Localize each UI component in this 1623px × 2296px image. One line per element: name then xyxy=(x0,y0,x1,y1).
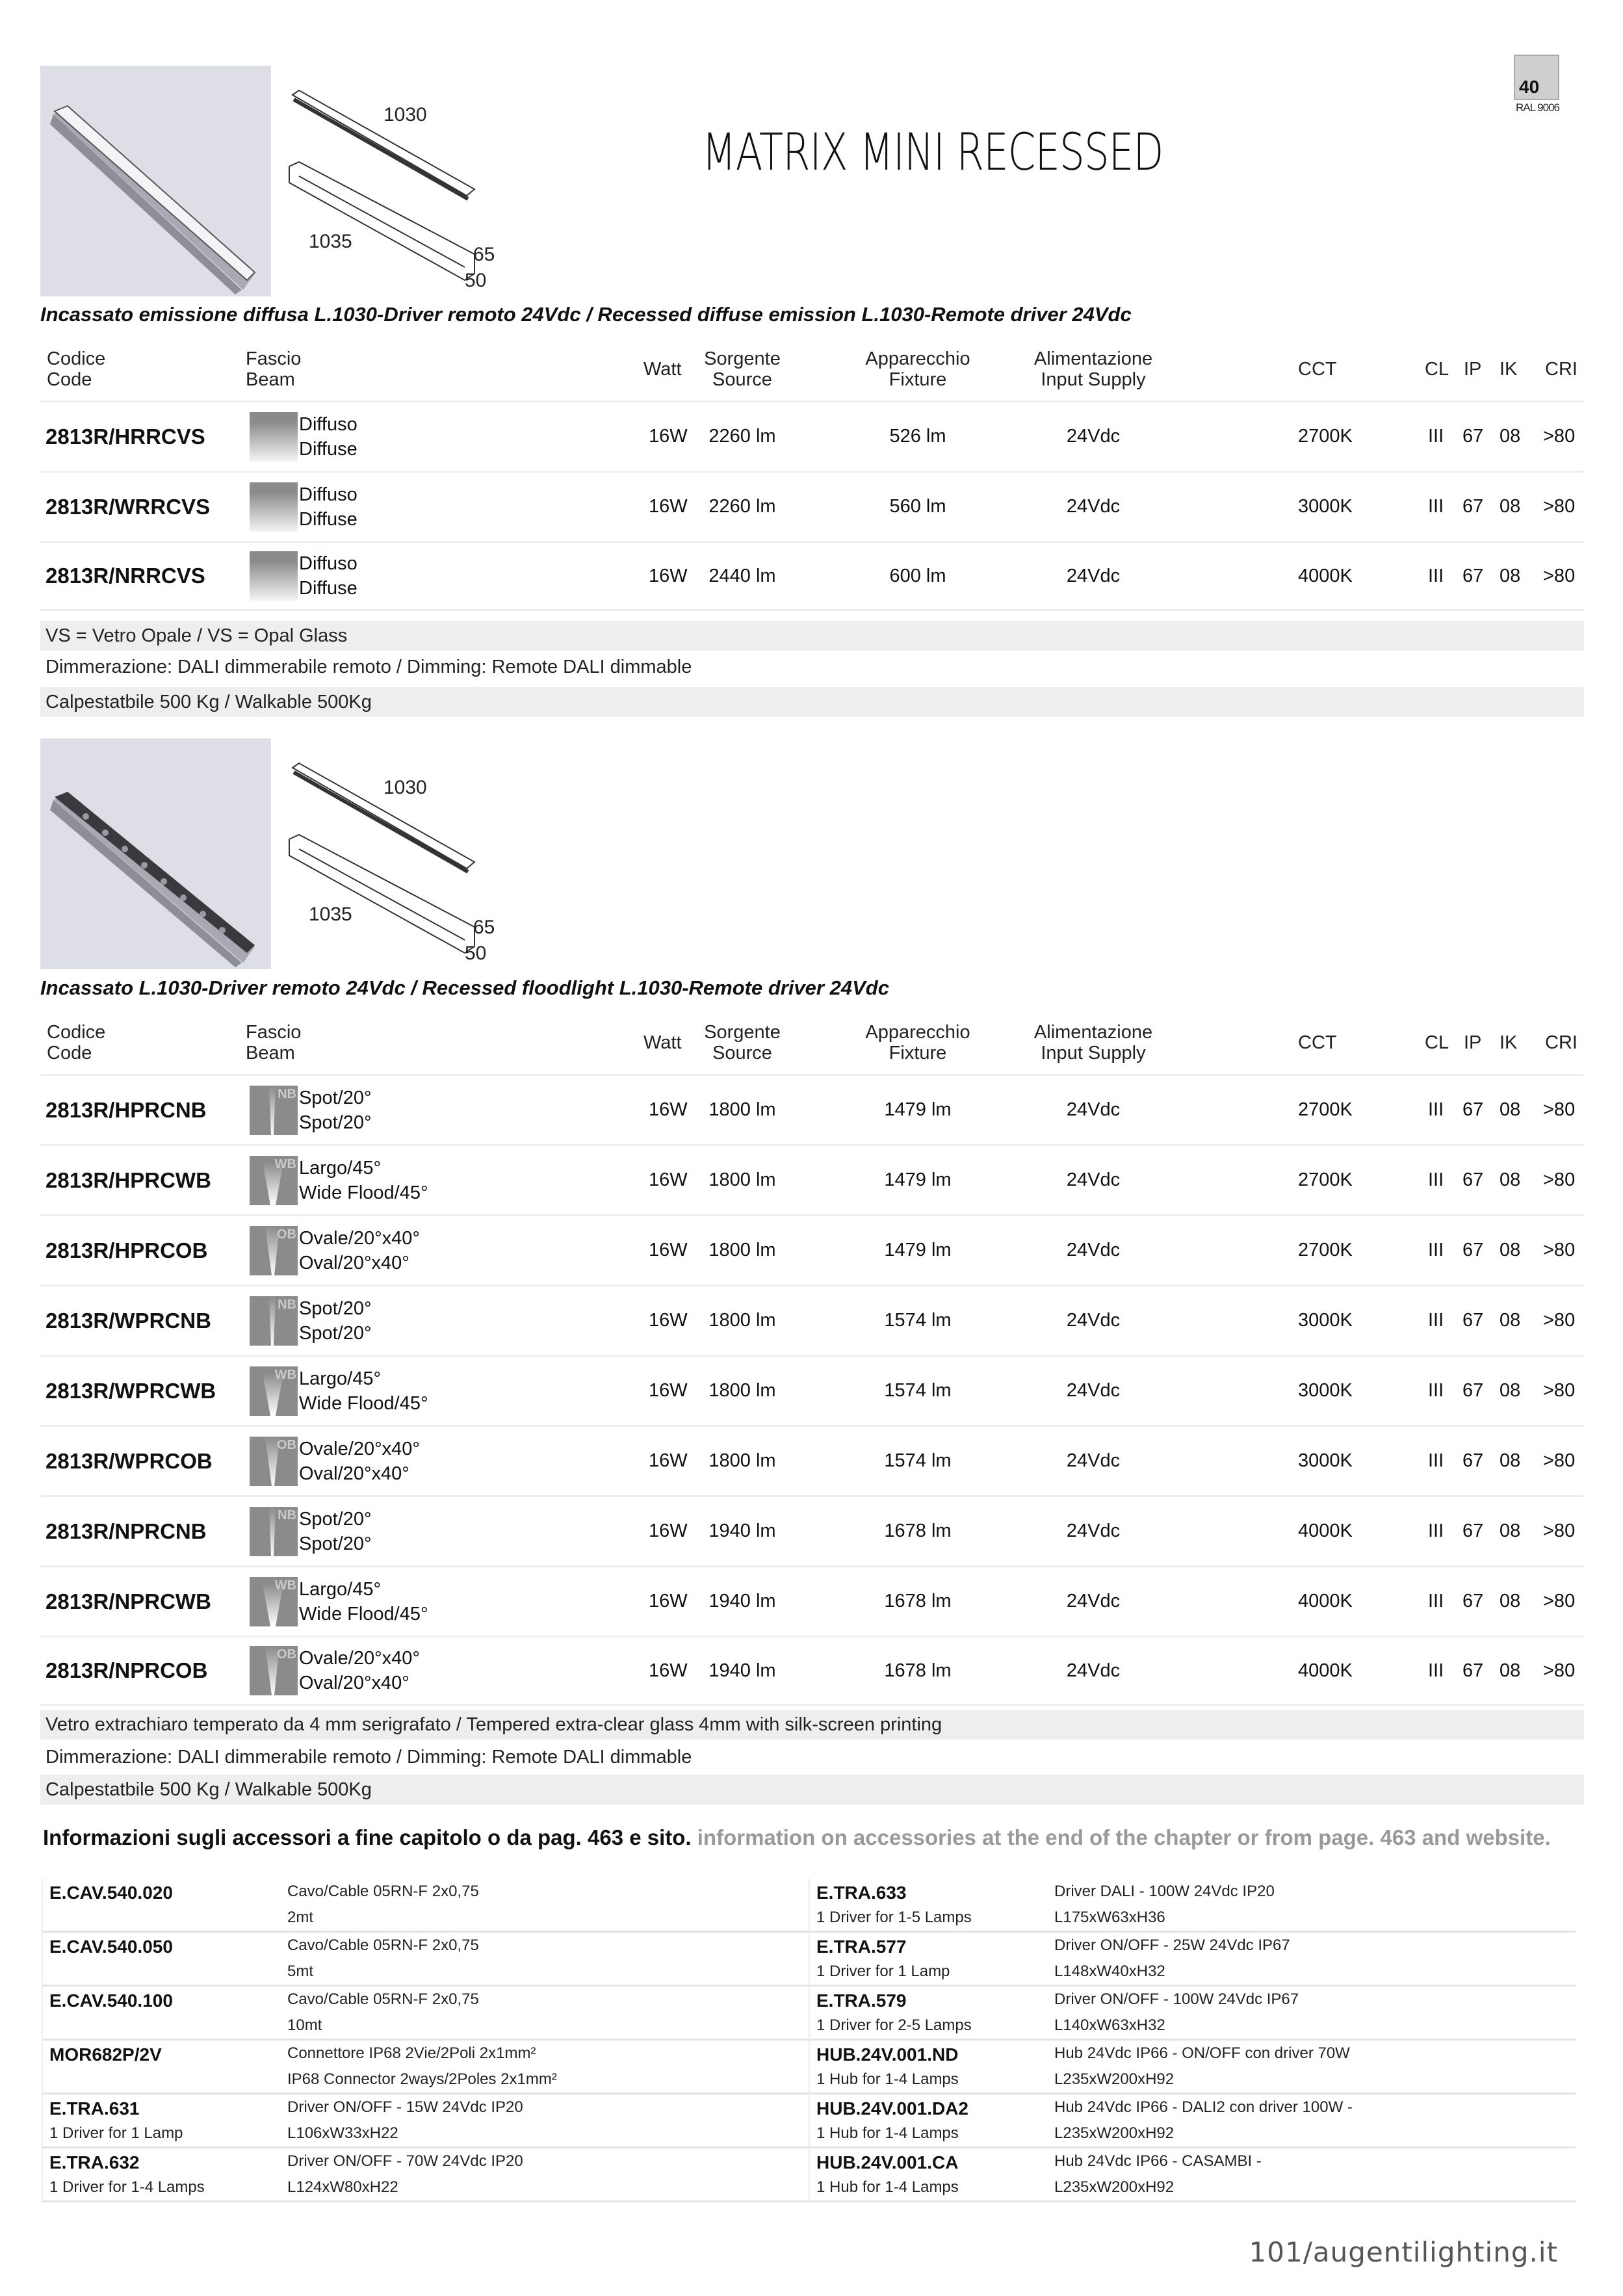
beam-it: Spot/20° xyxy=(299,1508,372,1530)
cri: >80 xyxy=(1543,1310,1576,1331)
accessory-spec: L235xW200xH92 xyxy=(1054,2124,1175,2142)
accessory-spec: L148xW40xH32 xyxy=(1054,1963,1165,1980)
accessory-usage: 1 Hub for 1-4 Lamps xyxy=(816,2070,959,2088)
fixture-lumen: 1678 lm xyxy=(884,1591,952,1611)
accessory-code: E.TRA.579 xyxy=(816,1990,907,2011)
ik-rating: 08 xyxy=(1500,565,1521,586)
ik-rating: 08 xyxy=(1500,496,1521,517)
cri: >80 xyxy=(1543,565,1576,586)
input-supply: 24Vdc xyxy=(1066,1591,1121,1611)
watt: 16W xyxy=(649,1450,688,1471)
accessory-row xyxy=(809,1987,1576,2041)
accessory-row xyxy=(42,1933,809,1987)
beam-en: Spot/20° xyxy=(299,1112,372,1133)
col-code-it: Codice xyxy=(47,1022,106,1043)
table-row xyxy=(40,1074,1584,1144)
col-cl: CL xyxy=(1425,1032,1449,1053)
input-supply: 24Vdc xyxy=(1066,426,1121,447)
accessory-spec: 5mt xyxy=(287,1963,314,1980)
col-supply-en: Input Supply xyxy=(1041,1043,1146,1063)
cct: 2700K xyxy=(1298,1169,1353,1190)
col-ik: IK xyxy=(1500,1032,1518,1053)
beam-tag: OB xyxy=(277,1437,296,1452)
accessory-description: Connettore IP68 2Vie/2Poli 2x1mm² xyxy=(287,2044,536,2062)
beam-wb-icon xyxy=(250,1577,298,1626)
watt: 16W xyxy=(649,1310,688,1331)
fixture-lumen: 560 lm xyxy=(889,496,946,517)
accessory-description: Cavo/Cable 05RN-F 2x0,75 xyxy=(287,1990,479,2008)
cri: >80 xyxy=(1543,1520,1576,1541)
beam-en: Diffuse xyxy=(299,578,357,599)
accessory-code: E.TRA.577 xyxy=(816,1937,907,1957)
fixture-lumen: 1574 lm xyxy=(884,1310,952,1331)
col-source-en: Source xyxy=(712,1043,772,1063)
source-lumen: 1800 lm xyxy=(708,1240,776,1260)
beam-en: Diffuse xyxy=(299,508,357,530)
accessory-usage: 1 Driver for 1-5 Lamps xyxy=(816,1909,972,1926)
accessory-row xyxy=(42,1879,809,1933)
accessory-spec: L140xW63xH32 xyxy=(1054,2016,1165,2034)
table-row xyxy=(40,1285,1584,1355)
watt: 16W xyxy=(649,426,688,447)
accessory-description: Driver ON/OFF - 25W 24Vdc IP67 xyxy=(1054,1937,1290,1954)
beam-diffuse-icon xyxy=(250,482,298,532)
class: III xyxy=(1428,1310,1444,1331)
accessory-code: E.TRA.631 xyxy=(49,2098,140,2119)
fixture-lumen: 1479 lm xyxy=(884,1099,952,1120)
table-row xyxy=(40,471,1584,541)
table-row xyxy=(40,1214,1584,1285)
watt: 16W xyxy=(649,1169,688,1190)
beam-en: Diffuse xyxy=(299,438,357,460)
col-beam-en: Beam xyxy=(246,369,295,390)
beam-it: Largo/45° xyxy=(299,1368,382,1389)
dimension-drawing-1 xyxy=(279,66,507,300)
accessory-spec: IP68 Connector 2ways/2Poles 2x1mm² xyxy=(287,2070,557,2088)
cct: 3000K xyxy=(1298,496,1353,517)
beam-en: Wide Flood/45° xyxy=(299,1392,428,1414)
cri: >80 xyxy=(1543,1099,1576,1120)
beam-nb-icon xyxy=(250,1086,298,1135)
cct: 2700K xyxy=(1298,1099,1353,1120)
ip-rating: 67 xyxy=(1462,565,1484,586)
col-code-it: Codice xyxy=(47,348,106,369)
beam-en: Wide Flood/45° xyxy=(299,1603,428,1624)
ip-rating: 67 xyxy=(1462,1169,1484,1190)
col-supply-it: Alimentazione xyxy=(1033,1022,1153,1043)
beam-it: Largo/45° xyxy=(299,1578,382,1600)
accessory-spec: L235xW200xH92 xyxy=(1054,2178,1175,2196)
beam-it: Spot/20° xyxy=(299,1298,372,1319)
accessory-description: Hub 24Vdc IP66 - ON/OFF con driver 70W xyxy=(1054,2044,1350,2062)
accessory-description: Cavo/Cable 05RN-F 2x0,75 xyxy=(287,1883,479,1900)
fixture-lumen: 1574 lm xyxy=(884,1450,952,1471)
accessory-code: E.CAV.540.020 xyxy=(49,1883,173,1903)
accessory-description: Hub 24Vdc IP66 - DALI2 con driver 100W - xyxy=(1054,2098,1353,2116)
ik-rating: 08 xyxy=(1500,426,1521,447)
watt: 16W xyxy=(649,565,688,586)
ral-code: RAL 9006 xyxy=(1516,101,1559,114)
ip-rating: 67 xyxy=(1462,1310,1484,1331)
source-lumen: 1800 lm xyxy=(708,1099,776,1120)
accessory-row xyxy=(42,1987,809,2041)
col-beam-it: Fascio xyxy=(246,348,302,369)
beam-it: Spot/20° xyxy=(299,1087,372,1108)
watt: 16W xyxy=(649,1099,688,1120)
cri: >80 xyxy=(1543,1169,1576,1190)
accessories-right-column xyxy=(809,1879,1576,2202)
class: III xyxy=(1428,1099,1444,1120)
accessory-spec: 2mt xyxy=(287,1909,314,1926)
col-fixture-it: Apparecchio xyxy=(865,348,970,369)
input-supply: 24Vdc xyxy=(1066,1450,1121,1471)
beam-wb-icon xyxy=(250,1156,298,1205)
col-code-en: Code xyxy=(47,1043,92,1063)
section2-title: Incassato L.1030-Driver remoto 24Vdc / Recessed floodlight L.1030-Remote driver 24Vdc xyxy=(40,976,889,999)
ip-rating: 67 xyxy=(1462,1450,1484,1471)
cct: 2700K xyxy=(1298,1240,1353,1260)
accessory-code: E.CAV.540.050 xyxy=(49,1937,173,1957)
accessories-info-it: Informazioni sugli accessori a fine capitolo o da pag. 463 e sito. xyxy=(43,1825,692,1849)
ik-rating: 08 xyxy=(1500,1660,1521,1681)
accessory-description: Hub 24Vdc IP66 - CASAMBI - xyxy=(1054,2152,1262,2170)
beam-it: Ovale/20°x40° xyxy=(299,1438,421,1459)
beam-en: Wide Flood/45° xyxy=(299,1182,428,1203)
beam-it: Diffuso xyxy=(299,484,357,505)
accessory-spec: 10mt xyxy=(287,2016,322,2034)
section1-title: Incassato emissione diffusa L.1030-Driver remoto 24Vdc / Recessed diffuse emission L.1030-Remote driver 24Vdc xyxy=(40,303,1132,326)
table-row xyxy=(40,1144,1584,1214)
accessory-code: E.TRA.632 xyxy=(49,2152,140,2172)
svg-text:1030: 1030 xyxy=(383,777,427,798)
accessory-code: MOR682P/2V xyxy=(49,2044,162,2065)
accessory-spec: L106xW33xH22 xyxy=(287,2124,398,2142)
table-header xyxy=(40,1018,1584,1074)
ip-rating: 67 xyxy=(1462,426,1484,447)
cct: 4000K xyxy=(1298,565,1353,586)
table-row xyxy=(40,400,1584,471)
source-lumen: 1940 lm xyxy=(708,1660,776,1681)
beam-tag: NB xyxy=(278,1086,296,1101)
fixture-lumen: 526 lm xyxy=(889,426,946,447)
accessory-description: Driver DALI - 100W 24Vdc IP20 xyxy=(1054,1883,1275,1900)
beam-nb-icon xyxy=(250,1296,298,1346)
note-glass: Vetro extrachiaro temperato da 4 mm serigrafato / Tempered extra-clear glass 4mm with silk-screen printing xyxy=(40,1710,1584,1740)
watt: 16W xyxy=(649,496,688,517)
product-table-diffuse xyxy=(40,345,1584,611)
col-code-en: Code xyxy=(47,369,92,390)
cct: 3000K xyxy=(1298,1450,1353,1471)
source-lumen: 2260 lm xyxy=(708,426,776,447)
ip-rating: 67 xyxy=(1462,496,1484,517)
input-supply: 24Vdc xyxy=(1066,1169,1121,1190)
note-walkable: Calpestatbile 500 Kg / Walkable 500Kg xyxy=(40,687,1584,717)
input-supply: 24Vdc xyxy=(1066,565,1121,586)
cri: >80 xyxy=(1543,1450,1576,1471)
product-code: 2813R/NPRCNB xyxy=(45,1519,207,1543)
col-cri: CRI xyxy=(1545,359,1578,380)
col-watt: Watt xyxy=(643,359,682,380)
footer-page-url: 101/augentilighting.it xyxy=(1249,2236,1558,2268)
beam-tag: WB xyxy=(274,1156,296,1171)
ip-rating: 67 xyxy=(1462,1240,1484,1260)
col-ip: IP xyxy=(1464,359,1482,380)
cri: >80 xyxy=(1543,1591,1576,1611)
class: III xyxy=(1428,1520,1444,1541)
col-supply-it: Alimentazione xyxy=(1033,348,1153,369)
beam-it: Diffuso xyxy=(299,413,357,435)
accessory-row xyxy=(809,2041,1576,2094)
watt: 16W xyxy=(649,1660,688,1681)
fixture-lumen: 600 lm xyxy=(889,565,946,586)
svg-text:50: 50 xyxy=(465,270,487,291)
accessory-code: E.CAV.540.100 xyxy=(49,1990,173,2011)
input-supply: 24Vdc xyxy=(1066,1520,1121,1541)
product-code: 2813R/WRRCVS xyxy=(45,494,211,519)
beam-tag: WB xyxy=(274,1578,296,1593)
beam-en: Spot/20° xyxy=(299,1322,372,1344)
beam-tag: NB xyxy=(278,1507,296,1522)
col-supply-en: Input Supply xyxy=(1041,369,1146,390)
fixture-lumen: 1678 lm xyxy=(884,1520,952,1541)
product-code: 2813R/NRRCVS xyxy=(45,564,205,588)
product-photo-floodlight xyxy=(40,738,271,969)
accessory-code: HUB.24V.001.ND xyxy=(816,2044,959,2065)
beam-wb-icon xyxy=(250,1366,298,1416)
fixture-lumen: 1574 lm xyxy=(884,1380,952,1401)
beam-it: Ovale/20°x40° xyxy=(299,1227,421,1249)
source-lumen: 2260 lm xyxy=(708,496,776,517)
accessory-row xyxy=(42,2041,809,2094)
table-row xyxy=(40,1355,1584,1425)
class: III xyxy=(1428,1240,1444,1260)
cct: 2700K xyxy=(1298,426,1353,447)
svg-text:65: 65 xyxy=(473,917,495,938)
source-lumen: 1800 lm xyxy=(708,1380,776,1401)
beam-tag: OB xyxy=(277,1647,296,1662)
beam-en: Oval/20°x40° xyxy=(299,1463,409,1484)
col-cl: CL xyxy=(1425,359,1449,380)
beam-ob-icon xyxy=(250,1226,298,1275)
col-source-it: Sorgente xyxy=(704,1022,781,1043)
product-table-floodlight xyxy=(40,1018,1584,1706)
note-walkable: Calpestatbile 500 Kg / Walkable 500Kg xyxy=(40,1775,1584,1805)
accessory-code: HUB.24V.001.CA xyxy=(816,2152,959,2172)
ip-rating: 67 xyxy=(1462,1380,1484,1401)
ip-rating: 67 xyxy=(1462,1099,1484,1120)
beam-it: Diffuso xyxy=(299,553,357,574)
beam-tag: OB xyxy=(277,1227,296,1242)
product-code: 2813R/HPRCNB xyxy=(45,1097,207,1122)
accessory-usage: 1 Driver for 1-4 Lamps xyxy=(49,2178,205,2196)
page-title: MATRIX MINI RECESSED xyxy=(702,124,1163,182)
class: III xyxy=(1428,426,1444,447)
class: III xyxy=(1428,1591,1444,1611)
accessory-row xyxy=(42,2094,809,2148)
class: III xyxy=(1428,1169,1444,1190)
source-lumen: 1940 lm xyxy=(708,1520,776,1541)
ik-rating: 08 xyxy=(1500,1380,1521,1401)
cct: 4000K xyxy=(1298,1591,1353,1611)
accessory-code: HUB.24V.001.DA2 xyxy=(816,2098,968,2119)
table-row xyxy=(40,541,1584,611)
ral-color-swatch xyxy=(1514,55,1559,100)
accessory-spec: L124xW80xH22 xyxy=(287,2178,398,2196)
product-code: 2813R/WPRCWB xyxy=(45,1378,216,1403)
table-row xyxy=(40,1495,1584,1565)
accessory-usage: 1 Driver for 1 Lamp xyxy=(816,1963,950,1980)
note-glass: VS = Vetro Opale / VS = Opal Glass xyxy=(40,621,1584,651)
beam-it: Ovale/20°x40° xyxy=(299,1648,421,1669)
col-cct: CCT xyxy=(1298,1032,1337,1053)
fixture-lumen: 1479 lm xyxy=(884,1169,952,1190)
watt: 16W xyxy=(649,1520,688,1541)
beam-diffuse-icon xyxy=(250,412,298,462)
cri: >80 xyxy=(1543,1660,1576,1681)
col-fixture-en: Fixture xyxy=(889,369,947,390)
accessory-row xyxy=(42,2148,809,2202)
watt: 16W xyxy=(649,1380,688,1401)
ik-rating: 08 xyxy=(1500,1099,1521,1120)
product-code: 2813R/HPRCOB xyxy=(45,1238,208,1262)
class: III xyxy=(1428,1660,1444,1681)
cri: >80 xyxy=(1543,1380,1576,1401)
svg-text:1035: 1035 xyxy=(309,231,352,252)
input-supply: 24Vdc xyxy=(1066,1099,1121,1120)
accessories-left-column xyxy=(42,1879,809,2202)
ik-rating: 08 xyxy=(1500,1240,1521,1260)
col-cri: CRI xyxy=(1545,1032,1578,1053)
product-code: 2813R/WPRCOB xyxy=(45,1448,213,1473)
accessory-usage: 1 Hub for 1-4 Lamps xyxy=(816,2178,959,2196)
col-ik: IK xyxy=(1500,359,1518,380)
beam-it: Largo/45° xyxy=(299,1157,382,1179)
beam-ob-icon xyxy=(250,1437,298,1486)
svg-text:65: 65 xyxy=(473,244,495,265)
accessory-spec: L235xW200xH92 xyxy=(1054,2070,1175,2088)
accessory-spec: L175xW63xH36 xyxy=(1054,1909,1165,1926)
accessory-code: E.TRA.633 xyxy=(816,1883,907,1903)
table-row xyxy=(40,1636,1584,1706)
note-dimming: Dimmerazione: DALI dimmerabile remoto / Dimming: Remote DALI dimmable xyxy=(45,656,692,677)
watt: 16W xyxy=(649,1240,688,1260)
beam-tag: NB xyxy=(278,1297,296,1312)
fixture-lumen: 1479 lm xyxy=(884,1240,952,1260)
class: III xyxy=(1428,1380,1444,1401)
cct: 3000K xyxy=(1298,1380,1353,1401)
ik-rating: 08 xyxy=(1500,1591,1521,1611)
col-beam-it: Fascio xyxy=(246,1022,302,1043)
col-fixture-en: Fixture xyxy=(889,1043,947,1063)
ip-rating: 67 xyxy=(1462,1660,1484,1681)
ip-rating: 67 xyxy=(1462,1520,1484,1541)
accessory-usage: 1 Hub for 1-4 Lamps xyxy=(816,2124,959,2142)
class: III xyxy=(1428,565,1444,586)
accessory-row xyxy=(809,2094,1576,2148)
table-row xyxy=(40,1565,1584,1636)
class: III xyxy=(1428,496,1444,517)
cri: >80 xyxy=(1543,1240,1576,1260)
beam-en: Spot/20° xyxy=(299,1533,372,1554)
source-lumen: 1940 lm xyxy=(708,1591,776,1611)
svg-text:1030: 1030 xyxy=(383,104,427,125)
accessory-description: Driver ON/OFF - 100W 24Vdc IP67 xyxy=(1054,1990,1299,2008)
beam-nb-icon xyxy=(250,1507,298,1556)
beam-ob-icon xyxy=(250,1646,298,1695)
svg-text:1035: 1035 xyxy=(309,904,352,925)
cct: 4000K xyxy=(1298,1520,1353,1541)
note-dimming: Dimmerazione: DALI dimmerabile remoto / Dimming: Remote DALI dimmable xyxy=(45,1746,692,1768)
col-beam-en: Beam xyxy=(246,1043,295,1063)
accessory-row xyxy=(809,1933,1576,1987)
col-ip: IP xyxy=(1464,1032,1482,1053)
page-badge-number: 40 xyxy=(1519,77,1540,97)
product-code: 2813R/HRRCVS xyxy=(45,424,205,449)
accessory-usage: 1 Driver for 2-5 Lamps xyxy=(816,2016,972,2034)
class: III xyxy=(1428,1450,1444,1471)
beam-diffuse-icon xyxy=(250,551,298,601)
col-fixture-it: Apparecchio xyxy=(865,1022,970,1043)
accessory-row xyxy=(809,2148,1576,2202)
svg-text:50: 50 xyxy=(465,943,487,964)
product-photo-diffuse xyxy=(40,66,271,296)
source-lumen: 1800 lm xyxy=(708,1169,776,1190)
input-supply: 24Vdc xyxy=(1066,1310,1121,1331)
accessory-description: Driver ON/OFF - 15W 24Vdc IP20 xyxy=(287,2098,523,2116)
table-row xyxy=(40,1425,1584,1495)
cri: >80 xyxy=(1543,496,1576,517)
accessory-description: Driver ON/OFF - 70W 24Vdc IP20 xyxy=(287,2152,523,2170)
product-code: 2813R/NPRCOB xyxy=(45,1658,208,1682)
dimension-drawing-2 xyxy=(279,738,507,972)
product-code: 2813R/HPRCWB xyxy=(45,1168,211,1192)
cct: 4000K xyxy=(1298,1660,1353,1681)
accessories-info-en: information on accessories at the end of the chapter or from page. 463 and website. xyxy=(697,1825,1551,1849)
product-code: 2813R/WPRCNB xyxy=(45,1308,211,1333)
ik-rating: 08 xyxy=(1500,1310,1521,1331)
accessory-row xyxy=(809,1879,1576,1933)
beam-en: Oval/20°x40° xyxy=(299,1673,409,1693)
col-source-en: Source xyxy=(712,369,772,390)
table-header xyxy=(40,345,1584,400)
source-lumen: 2440 lm xyxy=(708,565,776,586)
accessory-description: Cavo/Cable 05RN-F 2x0,75 xyxy=(287,1937,479,1954)
input-supply: 24Vdc xyxy=(1066,1380,1121,1401)
beam-en: Oval/20°x40° xyxy=(299,1252,409,1273)
source-lumen: 1800 lm xyxy=(708,1310,776,1331)
ik-rating: 08 xyxy=(1500,1520,1521,1541)
input-supply: 24Vdc xyxy=(1066,496,1121,517)
col-watt: Watt xyxy=(643,1032,682,1053)
fixture-lumen: 1678 lm xyxy=(884,1660,952,1681)
product-code: 2813R/NPRCWB xyxy=(45,1589,211,1613)
source-lumen: 1800 lm xyxy=(708,1450,776,1471)
beam-tag: WB xyxy=(274,1367,296,1382)
cct: 3000K xyxy=(1298,1310,1353,1331)
cri: >80 xyxy=(1543,426,1576,447)
ik-rating: 08 xyxy=(1500,1450,1521,1471)
input-supply: 24Vdc xyxy=(1066,1660,1121,1681)
input-supply: 24Vdc xyxy=(1066,1240,1121,1260)
col-source-it: Sorgente xyxy=(704,348,781,369)
ip-rating: 67 xyxy=(1462,1591,1484,1611)
ik-rating: 08 xyxy=(1500,1169,1521,1190)
col-cct: CCT xyxy=(1298,359,1337,380)
accessories-info xyxy=(43,1825,1551,1850)
accessory-usage: 1 Driver for 1 Lamp xyxy=(49,2124,183,2142)
watt: 16W xyxy=(649,1591,688,1611)
